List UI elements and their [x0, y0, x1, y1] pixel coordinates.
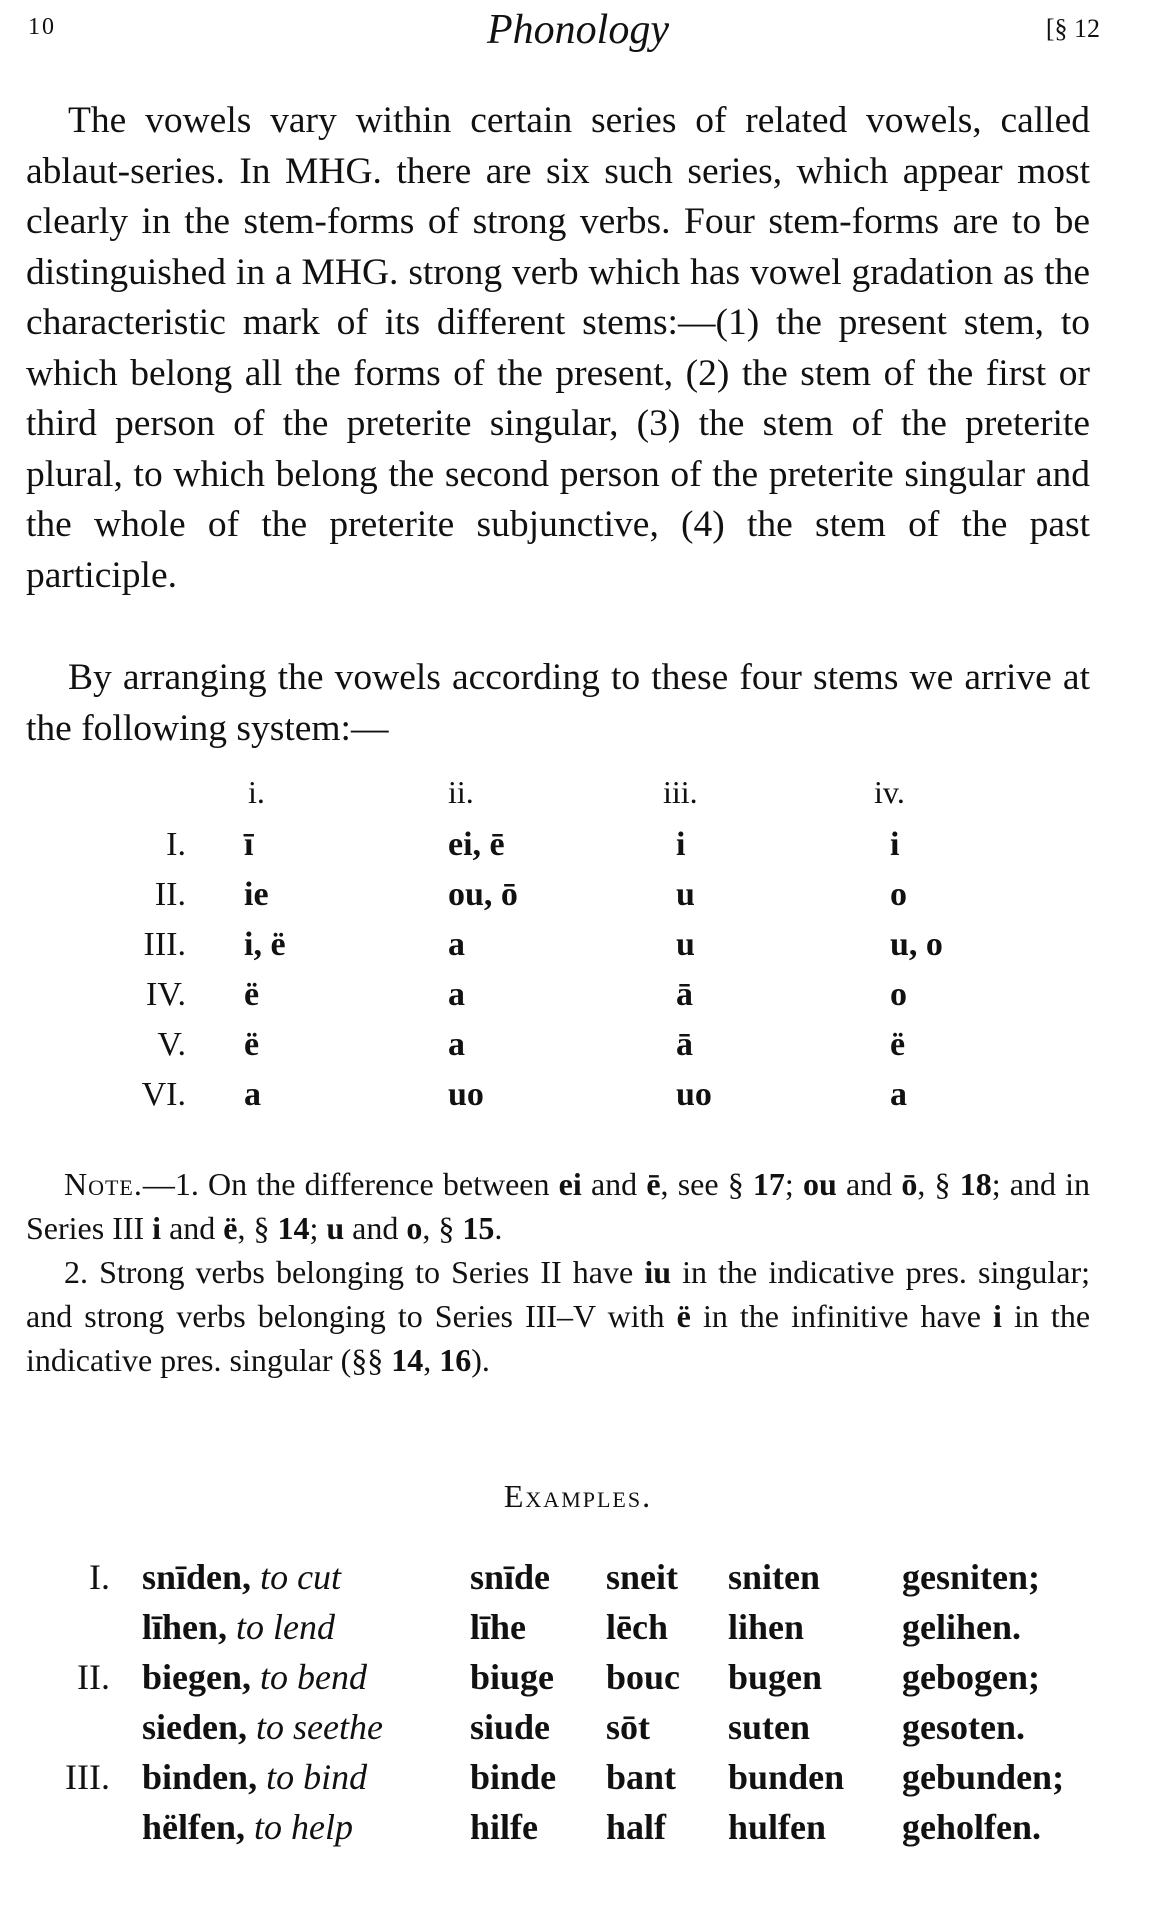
example-infinitive	[142, 1556, 341, 1598]
ablaut-cell: i	[676, 826, 686, 863]
ablaut-column-header: i.	[248, 774, 265, 810]
ablaut-cell: uo	[448, 1076, 484, 1113]
example-form-preterite-pl: bunden	[728, 1757, 845, 1797]
example-word: snīden,	[142, 1557, 252, 1597]
example-form-participle: gelihen.	[902, 1607, 1022, 1647]
examples-heading: Examples.	[503, 1478, 653, 1514]
note-bold: ë	[676, 1298, 691, 1334]
example-form-preterite-sg: bouc	[606, 1657, 681, 1697]
example-form-preterite-pl: bugen	[728, 1657, 823, 1697]
example-gloss: to bind	[266, 1757, 368, 1797]
ablaut-cell: u	[676, 876, 695, 913]
example-word: hëlfen,	[142, 1807, 245, 1847]
paragraph-ablaut-intro: The vowels vary within certain series of related vowels, called ablaut-series. In MHG. there are six such series, which appear most clearly in the stem-forms of strong verbs. Four stem-forms are to be distinguished in a MHG. strong verb which has vowel gradation as the characteristic mark of its different stems:—(1) the present stem, to which belong all the forms of the present, (2) the stem of the first or third person of the preterite singular, (3) the stem of the preterite plural, to which belong the second person of the preterite singular and the whole of the preterite subjunctive, (4) the stem of the past participle.	[26, 100, 1090, 596]
example-form-preterite-sg: lēch	[606, 1607, 668, 1647]
note-text: in the indicative pres. singular (§§	[26, 1298, 1091, 1378]
ablaut-cell: a	[244, 1076, 261, 1113]
note-text: ; and in Series III	[26, 1166, 1091, 1246]
ablaut-column-header: iii.	[663, 774, 698, 810]
example-form-preterite-pl: hulfen	[728, 1807, 827, 1847]
ablaut-series-label: IV.	[146, 976, 186, 1013]
example-series-label: III.	[65, 1757, 110, 1797]
ablaut-cell: ë	[244, 1026, 260, 1063]
note-bold: o	[406, 1210, 423, 1246]
note-bold: ō	[901, 1166, 918, 1202]
example-form-participle: geholfen.	[902, 1807, 1041, 1847]
example-form-participle: gesniten;	[902, 1557, 1040, 1597]
note-2	[26, 1250, 1090, 1382]
note-text: and	[836, 1166, 902, 1202]
note-text: and	[344, 1210, 407, 1246]
note-bold: 17	[752, 1166, 785, 1202]
example-word: biegen,	[142, 1657, 252, 1697]
example-form-present: snīde	[470, 1557, 551, 1597]
ablaut-cell: i	[890, 826, 900, 863]
example-gloss: to bend	[260, 1657, 367, 1697]
example-word: sieden,	[142, 1707, 248, 1747]
ablaut-series-label: VI.	[141, 1076, 186, 1113]
ablaut-cell: ie	[244, 876, 269, 913]
example-gloss: to seethe	[256, 1707, 383, 1747]
note-bold: 18	[959, 1166, 992, 1202]
example-form-present: siude	[470, 1707, 551, 1747]
note-number: —1.	[142, 1166, 199, 1202]
example-infinitive	[142, 1656, 367, 1698]
note-text: , §	[917, 1166, 960, 1202]
example-gloss: to lend	[236, 1607, 336, 1647]
example-word: binden,	[142, 1757, 258, 1797]
note-bold: ei	[558, 1166, 582, 1202]
example-form-preterite-sg: bant	[606, 1757, 677, 1797]
example-gloss: to help	[254, 1807, 353, 1847]
example-form-preterite-sg: sōt	[606, 1707, 650, 1747]
note-text: On the difference between	[198, 1166, 559, 1202]
ablaut-column-header: iv.	[874, 774, 905, 810]
ablaut-cell: uo	[676, 1076, 712, 1113]
example-infinitive	[142, 1806, 353, 1848]
ablaut-cell: a	[448, 926, 465, 963]
ablaut-cell: ë	[890, 1026, 906, 1063]
ablaut-cell: a	[890, 1076, 907, 1113]
paragraph-system-intro: By arranging the vowels according to these four stems we arrive at the following system:—	[26, 657, 1090, 749]
note-text: , §	[237, 1210, 278, 1246]
note-1	[26, 1162, 1090, 1250]
ablaut-cell: a	[448, 976, 465, 1013]
example-infinitive	[142, 1756, 367, 1798]
note-text: ).	[471, 1342, 490, 1378]
ablaut-cell: ou, ō	[448, 876, 518, 913]
example-gloss: to cut	[260, 1557, 342, 1597]
note-bold: iu	[644, 1254, 672, 1290]
note-bold: ou	[803, 1166, 837, 1202]
ablaut-cell: u	[676, 926, 695, 963]
example-form-present: biuge	[470, 1657, 555, 1697]
example-form-participle: gesoten.	[902, 1707, 1025, 1747]
example-form-participle: gebunden;	[902, 1757, 1065, 1797]
note-bold: ē	[646, 1166, 661, 1202]
example-form-present: līhe	[470, 1607, 527, 1647]
note-text: and	[581, 1166, 647, 1202]
example-form-preterite-pl: suten	[728, 1707, 811, 1747]
example-series-label: II.	[77, 1657, 110, 1697]
note-number: 2.	[64, 1254, 88, 1290]
note-text: ,	[423, 1342, 440, 1378]
example-form-preterite-pl: lihen	[728, 1607, 805, 1647]
note-bold: ë	[223, 1210, 238, 1246]
ablaut-series-label: I.	[166, 826, 186, 863]
example-infinitive	[142, 1606, 335, 1648]
note-bold: 16	[439, 1342, 472, 1378]
ablaut-cell: ë	[244, 976, 260, 1013]
running-title: Phonology	[487, 7, 669, 53]
example-form-preterite-pl: sniten	[728, 1557, 821, 1597]
note-text: ;	[309, 1210, 327, 1246]
ablaut-cell: o	[890, 876, 907, 913]
ablaut-cell: ī	[244, 826, 254, 863]
example-form-preterite-sg: half	[606, 1807, 667, 1847]
ablaut-series-label: II.	[154, 876, 186, 913]
ablaut-cell: a	[448, 1026, 465, 1063]
note-label: Note.	[64, 1166, 143, 1202]
note-bold: 14	[391, 1342, 424, 1378]
example-word: līhen,	[142, 1607, 228, 1647]
ablaut-cell: ā	[676, 1026, 693, 1063]
page-number: 10	[28, 14, 56, 40]
note-text: in the indicative pres. singular; and strong verbs belonging to Series III–V with	[26, 1254, 1091, 1334]
example-series-label: I.	[89, 1557, 110, 1597]
note-bold: i	[152, 1210, 162, 1246]
ablaut-series-label: V.	[157, 1026, 186, 1063]
ablaut-cell: ā	[676, 976, 693, 1013]
example-form-preterite-sg: sneit	[606, 1557, 678, 1597]
note-bold: u	[326, 1210, 345, 1246]
ablaut-cell: o	[890, 976, 907, 1013]
note-bold: 14	[277, 1210, 310, 1246]
example-form-present: hilfe	[470, 1807, 538, 1847]
note-text: ;	[784, 1166, 803, 1202]
note-text: , see §	[660, 1166, 753, 1202]
note-text: , §	[422, 1210, 463, 1246]
note-text: and	[161, 1210, 224, 1246]
note-text: in the infinitive have	[690, 1298, 993, 1334]
ablaut-cell: i, ë	[244, 926, 286, 963]
note-bold: i	[992, 1298, 1002, 1334]
note-text: Strong verbs belonging to Series II have	[88, 1254, 645, 1290]
note-bold: 15	[462, 1210, 495, 1246]
example-infinitive	[142, 1706, 383, 1748]
ablaut-series-label: III.	[143, 926, 186, 963]
example-form-present: binde	[470, 1757, 557, 1797]
note-text: .	[494, 1210, 503, 1246]
ablaut-cell: ei, ē	[448, 826, 505, 863]
section-marker: [§ 12	[1045, 14, 1100, 43]
example-form-participle: gebogen;	[902, 1657, 1040, 1697]
ablaut-column-header: ii.	[448, 774, 474, 810]
ablaut-cell: u, o	[890, 926, 943, 963]
